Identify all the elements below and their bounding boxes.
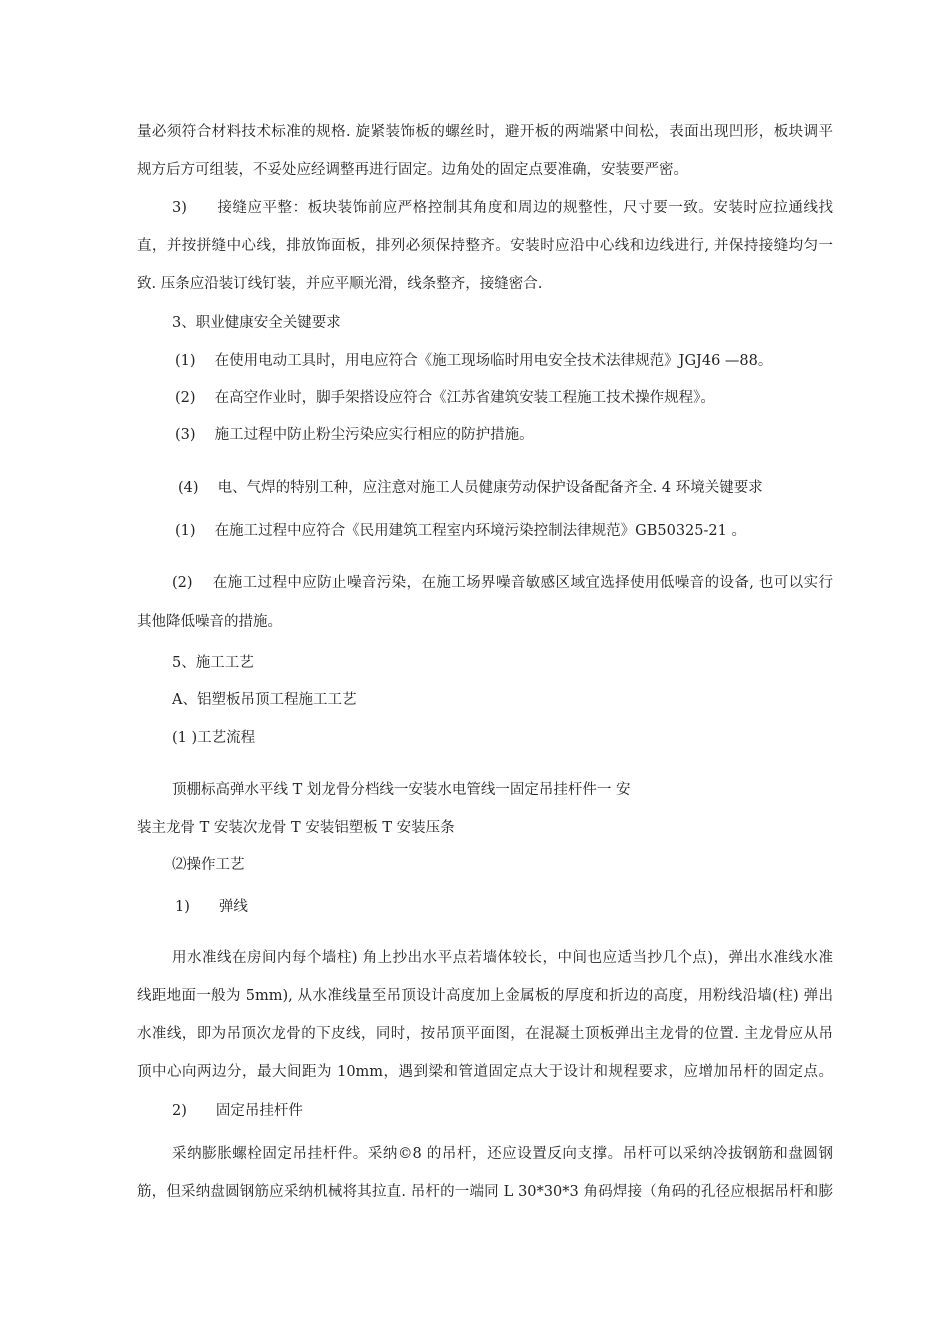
step-heading: 2) 固定吊挂杆件 [172, 1103, 303, 1119]
list-item: (2) 在施工过程中应防止噪音污染，在施工场界噪音敏感区域宜选择使用低噪音的设备, 也可以实行 [172, 575, 833, 591]
paragraph-line: 采纳膨胀螺栓固定吊挂杆件。采纳©8 的吊杆，还应设置反向支撑。吊杆可以采纳冷拔钢筋和盘圆钢 [172, 1146, 833, 1162]
process-flow-line: 顶棚标高弹水平线 T 划龙骨分档线一安装水电管线一固定吊挂杆件一 安 [172, 782, 631, 798]
paragraph-line: 水准线，即为吊顶次龙骨的下皮线，同时，按吊顶平面图，在混凝土顶板弹出主龙骨的位置. 主龙骨应从吊 [137, 1026, 833, 1042]
subsection-heading: (1 )工艺流程 [172, 730, 256, 746]
list-item: (1) 在使用电动工具时，用电应符合《施工现场临时用电安全技术法律规范》JGJ46 —88。 [175, 353, 773, 369]
section-heading: 5、施工工艺 [172, 655, 254, 671]
list-item: (3) 施工过程中防止粉尘污染应实行相应的防护措施。 [175, 427, 534, 443]
paragraph-line: 规方后方可组装，不妥处应经调整再进行固定。边角处的固定点要准确，安装要严密。 [137, 162, 688, 178]
paragraph-line: 顶中心向两边分，最大间距为 10mm，遇到梁和管道固定点大于设计和规程要求，应增加吊杆的固定点。 [137, 1064, 833, 1080]
list-item: (2) 在高空作业时，脚手架搭设应符合《江苏省建筑安装工程施工技术操作规程》。 [175, 390, 715, 406]
process-flow-line: 装主龙骨 T 安装次龙骨 T 安装铝塑板 T 安装压条 [137, 820, 455, 836]
paragraph-line: 筋，但采纳盘圆钢筋应采纳机械将其拉直. 吊杆的一端同 L 30*30*3 角码焊接（角码的孔径应根据吊杆和膨 [137, 1184, 833, 1200]
step-heading: 1) 弹线 [175, 899, 248, 915]
subsection-heading: A、铝塑板吊顶工程施工工艺 [172, 692, 357, 708]
paragraph-line: 量必须符合材料技术标准的规格. 旋紧装饰板的螺丝时，避开板的两端紧中间松，表面出现凹形，板块调平 [137, 124, 833, 140]
paragraph-line: 直，并按拼缝中心线，排放饰面板，排列必须保持整齐。安装时应沿中心线和边线进行, 并保持接缝均匀一 [137, 238, 833, 254]
list-item: 3) 接缝应平整：板块装饰前应严格控制其角度和周边的规整性，尺寸要一致。安装时应拉通线找 [172, 200, 833, 216]
paragraph-line: 致. 压条应沿装订线钉装，并应平顺光滑，线条整齐，接缝密合. [137, 276, 543, 292]
section-heading: 3、职业健康安全关键要求 [172, 315, 341, 331]
list-item: (1) 在施工过程中应符合《民用建筑工程室内环境污染控制法律规范》GB50325-21 。 [175, 523, 746, 539]
paragraph-line: 用水准线在房间内每个墙柱) 角上抄出水平点若墙体较长，中间也应适当抄几个点)，弹出水准线水准 [172, 950, 833, 966]
paragraph-line: 其他降低噪音的措施。 [137, 614, 282, 630]
subsection-heading: ⑵操作工艺 [172, 857, 245, 873]
list-item: (4) 电、气焊的特别工种，应注意对施工人员健康劳动保护设备配备齐全. 4 环境关键要求 [178, 480, 763, 496]
paragraph-line: 线距地面一般为 5mm), 从水准线量至吊顶设计高度加上金属板的厚度和折边的高度，用粉线沿墙(柱) 弹出 [137, 988, 833, 1004]
